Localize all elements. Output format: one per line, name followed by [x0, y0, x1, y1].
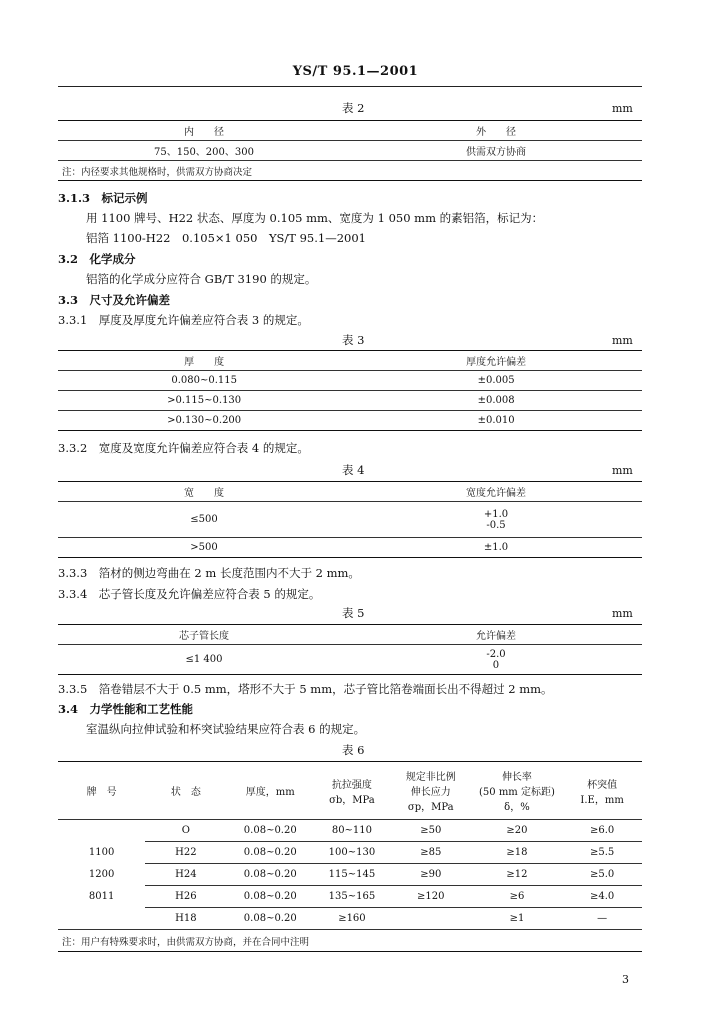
- table6-row3-tensile: 115~145: [328, 869, 376, 880]
- table6-header-thickness: 厚度，mm: [245, 787, 295, 798]
- table6-row3-cup: ≥5.0: [589, 869, 615, 880]
- table4-unit: mm: [612, 464, 633, 477]
- table6-header-cup: [562, 762, 642, 820]
- table6-row1-elongation: ≥20: [506, 825, 528, 836]
- table6-row3-yield: ≥90: [420, 869, 442, 880]
- table6-row2-tensile: 100~130: [328, 847, 376, 858]
- table4-row1-tolerance-upper: +1.0: [483, 508, 509, 520]
- table6-header-yield-line2: 伸长应力: [410, 787, 451, 798]
- table6-row3-elongation: ≥12: [506, 869, 528, 880]
- section-3-1-3-line2: 铝箔 1100-H22 0.105×1 050 YS/T 95.1—2001: [86, 231, 366, 245]
- page-header-title: YS/T 95.1—2001: [292, 64, 419, 79]
- table6-row4-elongation: ≥6: [509, 891, 525, 902]
- table5-caption: 表 5: [342, 606, 365, 620]
- table4-row1-tolerance: [350, 502, 642, 538]
- table6-row1-thickness: 0.08~0.20: [243, 825, 297, 836]
- table6-header-elongation-line3: δ，%: [504, 802, 530, 813]
- table2-outer-value: 供需双方协商: [466, 147, 526, 158]
- table6-row3-thickness: 0.08~0.20: [243, 869, 297, 880]
- table6-header-grade: 牌 号: [86, 787, 117, 798]
- table6-row5-thickness: 0.08~0.20: [243, 913, 297, 924]
- table6-row5-cup: —: [597, 913, 608, 924]
- table6-header-tensile-line2: σb，MPa: [329, 794, 375, 806]
- table6-header-elongation-line1: 伸长率: [501, 772, 532, 783]
- table3-row3-tolerance: ±0.010: [477, 415, 515, 426]
- section-3-2-line: 铝箔的化学成分应符合 GB/T 3190 的规定。: [86, 272, 317, 286]
- table5-col1-header: 芯子管长度: [178, 631, 229, 642]
- table6-row3-state: H24: [175, 869, 197, 880]
- section-3-2-heading: 3.2 化学成分: [58, 252, 136, 266]
- table6: [58, 761, 642, 952]
- section-3-3-3-line: 3.3.3 箔材的侧边弯曲在 2 m 长度范围内不大于 2 mm。: [58, 566, 360, 580]
- table6-row4-tensile: 135~165: [328, 891, 376, 902]
- table3-col2-header: 厚度允许偏差: [466, 357, 527, 368]
- table4-col2-header: 宽度允许偏差: [466, 488, 527, 499]
- table6-grades: [58, 820, 145, 930]
- table4-col1-header: 宽 度: [184, 488, 225, 499]
- table6-row5-yield: [390, 908, 472, 930]
- table6-grade-1200: 1200: [88, 868, 115, 880]
- table6-row4-yield: ≥120: [417, 891, 445, 902]
- header-rule: [58, 86, 642, 87]
- section-3-3-heading: 3.3 尺寸及允许偏差: [58, 293, 171, 307]
- table3: [58, 350, 642, 431]
- table3-col1-header: 厚 度: [184, 357, 225, 368]
- table5: [58, 624, 642, 675]
- table4-row1-width: ≤500: [190, 514, 218, 525]
- table3-row3-thickness: >0.130~0.200: [167, 415, 242, 426]
- table6-row4-thickness: 0.08~0.20: [243, 891, 297, 902]
- table6-header-state: 状 态: [170, 787, 201, 798]
- table3-row1-tolerance: ±0.005: [477, 375, 515, 386]
- table3-row2-thickness: >0.115~0.130: [167, 395, 242, 406]
- section-3-3-5-line: 3.3.5 箔卷错层不大于 0.5 mm，塔形不大于 5 mm，芯子管比箔卷端面长出不得超过 2 mm。: [58, 682, 553, 696]
- table4-caption: 表 4: [342, 463, 365, 477]
- table2-note: 注：内径要求其他规格时，供需双方协商决定: [62, 166, 253, 178]
- table5-tolerance-lower: 0: [492, 659, 500, 671]
- table5-tolerance-upper: -2.0: [486, 648, 506, 660]
- table3-caption: 表 3: [342, 333, 365, 347]
- table6-header-elongation-line2: (50 mm 定标距): [479, 787, 555, 798]
- page-number: 3: [622, 973, 629, 986]
- section-3-4-heading: 3.4 力学性能和工艺性能: [58, 702, 194, 716]
- table2-caption: 表 2: [342, 101, 365, 115]
- table5-unit: mm: [612, 607, 633, 620]
- table4-row2-width: >500: [190, 542, 218, 553]
- table6-row1-tensile: 80~110: [331, 825, 373, 836]
- table6-row2-cup: ≥5.5: [589, 847, 615, 858]
- section-3-4-line: 室温纵向拉伸试验和杯突试验结果应符合表 6 的规定。: [86, 722, 366, 736]
- section-3-3-2-line: 3.3.2 宽度及宽度允许偏差应符合表 4 的规定。: [58, 441, 309, 455]
- table4-row1-tolerance-lower: -0.5: [486, 519, 506, 531]
- table6-header-yield-line3: σp，MPa: [407, 802, 454, 813]
- table4-row2-tolerance: ±1.0: [483, 542, 509, 553]
- table6-header-cup-line1: 杯突值: [587, 779, 618, 791]
- table2-col1-header: 内 径: [184, 127, 224, 138]
- table6-row1-yield: ≥50: [420, 825, 442, 836]
- table6-row5-elongation: ≥1: [509, 913, 525, 924]
- table6-row2-yield: ≥85: [420, 847, 442, 858]
- section-3-1-3-heading: 3.1.3 标记示例: [58, 191, 148, 205]
- table2: [58, 120, 642, 181]
- section-3-1-3-line1: 用 1100 牌号、H22 状态、厚度为 0.105 mm、宽度为 1 050 mm 的素铝箔，标记为：: [86, 211, 544, 225]
- table5-col2-header: 允许偏差: [475, 631, 516, 642]
- table6-grade-1100: 1100: [88, 846, 115, 858]
- table3-unit: mm: [612, 334, 633, 347]
- table6-row5-tensile: ≥160: [338, 913, 366, 924]
- table6-row4-cup: ≥4.0: [589, 891, 615, 902]
- table2-unit: mm: [612, 102, 633, 115]
- table6-header-yield-line1: 规定非比例: [405, 772, 456, 783]
- table2-col2-header: 外 径: [476, 127, 516, 138]
- table6-row1-state: O: [181, 825, 190, 836]
- table6-row2-thickness: 0.08~0.20: [243, 847, 297, 858]
- table6-row2-state: H22: [175, 847, 197, 858]
- table6-header-yield: [390, 762, 472, 820]
- table3-row1-thickness: 0.080~0.115: [171, 375, 237, 386]
- table6-header-cup-line2: I.E，mm: [580, 794, 624, 806]
- table6-header-elongation: [472, 762, 563, 820]
- section-3-3-1-line: 3.3.1 厚度及厚度允许偏差应符合表 3 的规定。: [58, 313, 309, 327]
- table4: [58, 481, 642, 558]
- table2-inner-value: 75、150、200、300: [154, 147, 254, 158]
- table5-tolerance: [350, 645, 642, 675]
- section-3-3-4-line: 3.3.4 芯子管长度及允许偏差应符合表 5 的规定。: [58, 587, 321, 601]
- table6-header-tensile: [314, 762, 390, 820]
- table3-row2-tolerance: ±0.008: [477, 395, 515, 406]
- table6-row2-elongation: ≥18: [506, 847, 528, 858]
- table6-row4-state: H26: [175, 891, 197, 902]
- table6-row1-cup: ≥6.0: [589, 825, 615, 836]
- table6-header-tensile-line1: 抗拉强度: [331, 779, 372, 791]
- table6-caption: 表 6: [342, 743, 365, 757]
- table5-length: ≤1 400: [185, 654, 223, 665]
- table6-grade-8011: 8011: [88, 890, 115, 902]
- table6-note: 注：用户有特殊要求时，由供需双方协商，并在合同中注明: [62, 936, 310, 948]
- table6-row5-state: H18: [175, 913, 197, 924]
